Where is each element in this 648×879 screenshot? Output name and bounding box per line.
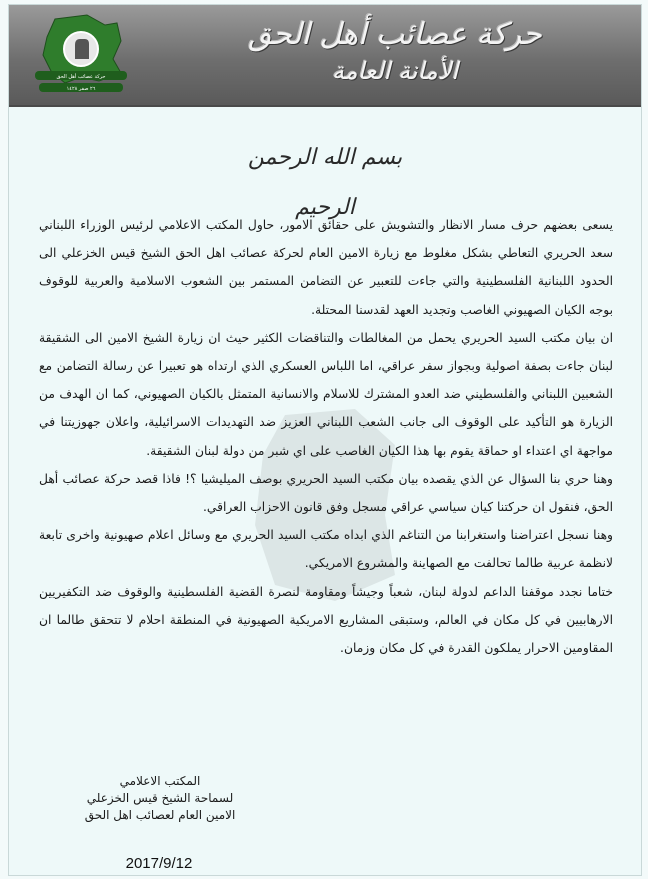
basmala: بسم الله الرحمن الرحيم (247, 145, 403, 220)
organization-title (185, 15, 605, 87)
paragraph-2: ان بيان مكتب السيد الحريري يحمل من المغالطات والتناقضات الكثير حيث ان زيارة الشيخ الامين الى الشقيقة لبنان جاءت بصفة اصولية وبجواز سفر عراقي، اما اللباس العسكري الذي ارتداه هو تعبيرا عن رسالة التضامن مع الشعبين اللبناني والفلسطيني ضد العدو المشترك للاسلام والانسانية المتمثل بالكيان الصهيوني، كما ان الهدف من الزيارة هو التأكيد على الوقوف الى جانب الشعب اللبناني العزيز ضد التهديدات الاسرائيلية، واعلان جهوزيتنا في مواجهة اي اعتداء او حماقة يقوم بها هذا الكيان الغاصب على اي شبر من دولة لبنان الشقيقة. (39, 330, 613, 458)
paragraph-3: وهنا حري بنا السؤال عن الذي يقصده بيان مكتب السيد الحريري بوصف الميليشيا ؟! فاذا قصد حركة عصائب أهل الحق، فنقول ان حركتنا كيان سياسي عراقي مسجل وفق قانون الاحزاب العراقي. (39, 471, 613, 515)
paragraph-5: ختاما نجدد موقفنا الداعم لدولة لبنان، شعباً وجيشاً ومقاومة لنصرة القضية الفلسطينية والوقوف ضد التكفيريين الارهابيين في كل مكان في العالم، وستبقى المشاريع الامريكية الصهيونية في المنطقة احلام لا تتحقق طالما ان المقاومين الاحرار يملكون القدرة في كل مكان وزمان. (39, 584, 613, 656)
raised-fist-icon (75, 39, 89, 59)
document-date: 2017/9/12 (125, 855, 193, 872)
paragraph-1: يسعى بعضهم حرف مسار الانظار والتشويش على حقائق الامور، حاول المكتب الاعلامي لرئيس الوزراء اللبناني سعد الحريري التعاطي بشكل مغلوط مع زيارة الامين العام لحركة عصائب اهل الحق الشيخ قيس الخزعلي الى الحدود اللبنانية الفلسطينية والتي جاءت للتعبير عن التضامن المستمر بين الشعوب الاسلامية والعربية للوقوف بوجه الكيان الصهيوني الغاصب وتجديد العهد لقدسنا المحتلة. (39, 218, 613, 317)
signature-block (65, 773, 255, 824)
signature-line-1: المكتب الاعلامي (119, 774, 201, 788)
statement-body (39, 211, 613, 662)
letterhead (9, 5, 641, 107)
letter-sheet (8, 4, 642, 876)
logo-text-bottom: ٢٦ صفر ١٤٢٨ (66, 86, 96, 92)
signature-line-2: لسماحة الشيخ قيس الخزعلي (86, 791, 234, 805)
paragraph-4: وهنا نسجل اعتراضنا واستغرابنا من التناغم الذي ابداه مكتب السيد الحريري مع وسائل اعلام صهيونية واخرى تابعة لانظمة عربية طالما تحالفت مع الصهاينة والمشروع الامريكي. (39, 528, 613, 571)
organization-logo (25, 11, 135, 97)
logo-text-top: حركة عصائب أهل الحق (56, 74, 106, 80)
org-name: حركة عصائب أهل الحق (248, 17, 542, 52)
org-subtitle: الأمانة العامة (331, 57, 459, 85)
signature-line-3: الامين العام لعصائب اهل الحق (84, 808, 236, 822)
